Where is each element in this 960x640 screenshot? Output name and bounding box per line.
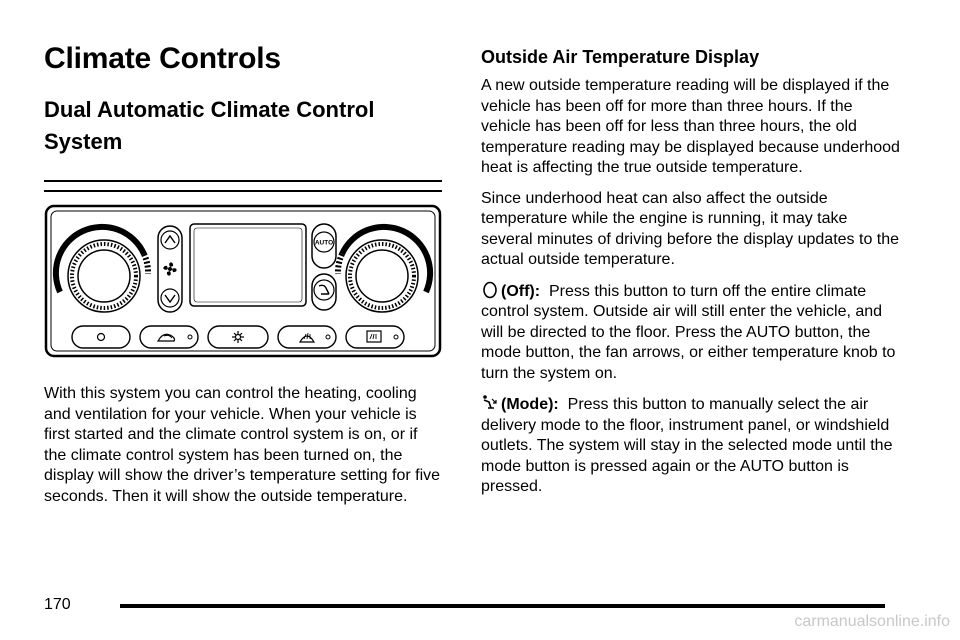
mode-paragraph — [481, 394, 901, 498]
mode-text: Press this button to manually select the air delivery mode to the floor, instrument panel, or windshield outlets. The system will stay in the selected mode until the mode button is pressed again or the AUTO button is pressed. — [481, 396, 893, 495]
watermark: carmanualsonline.info — [794, 613, 950, 630]
section-subtitle: Dual Automatic Climate Control System — [44, 97, 375, 154]
left-column — [44, 40, 442, 507]
double-rule — [44, 180, 442, 192]
fan-control-column — [158, 226, 182, 312]
bottom-button-row — [72, 326, 404, 348]
temperature-display — [190, 224, 306, 306]
auto-button-illustration — [312, 224, 336, 268]
intro-paragraph: With this system you can control the heating, cooling and ventilation for your vehicle. When your vehicle is first started and the climate control system is on, or if the climate control system has been turned on, the display will show the driver’s temperature setting for five seconds. Then it will show the outside temperature. — [44, 385, 441, 505]
oat-heading: Outside Air Temperature Display — [481, 47, 760, 67]
mode-icon — [481, 394, 499, 412]
page-title: Climate Controls — [44, 42, 281, 75]
off-text: Press this button to turn off the entire climate control system. Outside air will still enter the vehicle, and will be directed to the floor. Press the AUTO button, the mode button, the fan arrows, or either temperature knob to turn the system on. — [481, 282, 896, 382]
oat-paragraph-1: A new outside temperature reading will be displayed if the vehicle has been off for more than three hours. If the vehicle has been off for less than three hours, the old temperature reading may be displayed because underhood heat is affecting the true outside temperature. — [481, 77, 900, 176]
mode-button-illustration — [312, 274, 336, 310]
auto-label: AUTO — [314, 239, 334, 247]
oat-paragraph-2: Since underhood heat can also affect the outside temperature while the engine is running, it may take several minutes of driving before the display updates to the actual outside temperature. — [481, 189, 900, 268]
mode-term: (Mode): — [501, 396, 559, 413]
right-column — [481, 44, 901, 498]
climate-control-panel-illustration — [44, 202, 442, 362]
footer-rule — [120, 604, 885, 608]
off-icon — [481, 281, 499, 299]
off-paragraph — [481, 281, 901, 385]
off-term: (Off): — [501, 282, 541, 300]
page-number: 170 — [44, 596, 71, 613]
